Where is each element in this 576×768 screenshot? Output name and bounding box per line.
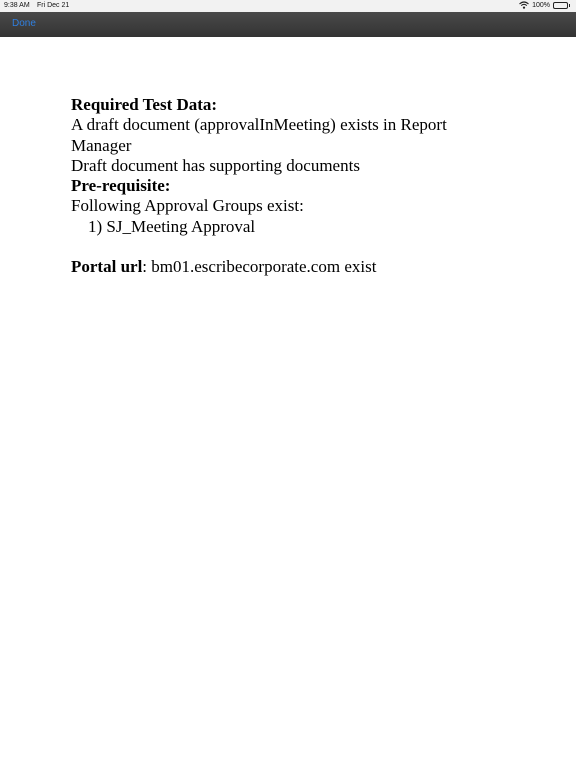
done-button[interactable]: Done bbox=[12, 18, 36, 29]
prerequisite-line-1: Following Approval Groups exist: bbox=[71, 196, 304, 216]
prerequisite-heading: Pre-requisite: bbox=[71, 176, 171, 196]
required-test-data-heading: Required Test Data: bbox=[71, 95, 218, 114]
status-date: Fri Dec 21 bbox=[37, 2, 70, 9]
portal-url-value: : bm01.escribecorporate.com exist bbox=[142, 257, 377, 277]
required-line-1: A draft document (approvalInMeeting) exists in Report Manager bbox=[71, 115, 447, 155]
battery-percent: 100% bbox=[532, 1, 550, 9]
status-time: 9:38 AM bbox=[4, 2, 30, 9]
prerequisite-item-1: 1) SJ_Meeting Approval bbox=[88, 216, 256, 236]
battery-icon bbox=[553, 2, 570, 9]
document-content bbox=[71, 95, 491, 278]
spacer bbox=[71, 237, 491, 257]
toolbar bbox=[0, 12, 576, 37]
status-indicators bbox=[519, 1, 570, 9]
portal-url-label: Portal url bbox=[71, 257, 143, 277]
required-line-2: Draft document has supporting documents bbox=[71, 155, 360, 175]
status-bar bbox=[0, 0, 576, 12]
wifi-icon bbox=[519, 1, 529, 9]
portal-url-line bbox=[71, 257, 491, 277]
